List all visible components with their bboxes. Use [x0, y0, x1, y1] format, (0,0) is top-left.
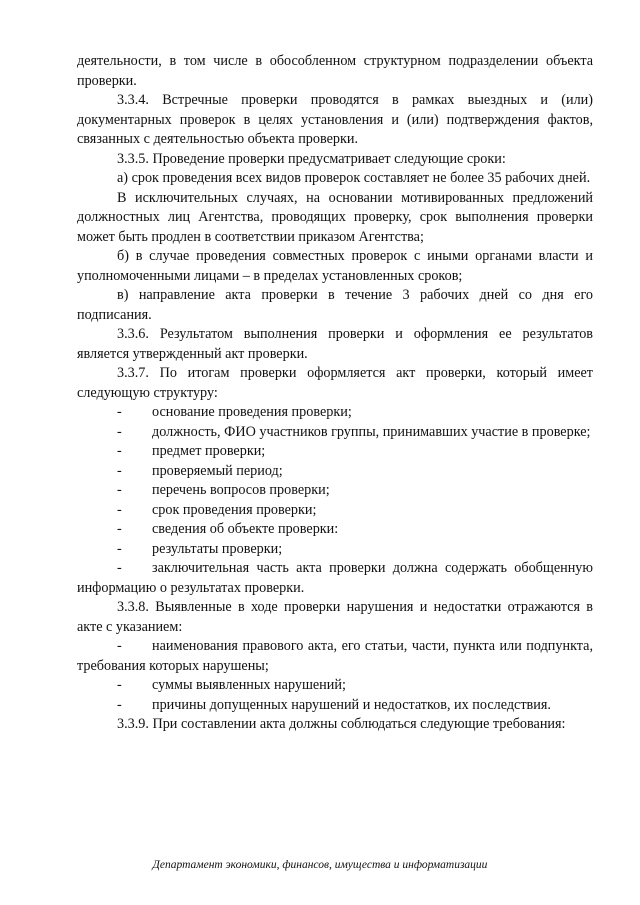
- paragraph: деятельности, в том числе в обособленном структурном подразделении объекта проверки.: [77, 53, 593, 89]
- list-dash: -: [117, 404, 122, 420]
- list-dash: -: [117, 540, 122, 557]
- document-body: [77, 52, 593, 735]
- list-item: - проверяемый период;: [77, 462, 593, 482]
- list-item: - заключительная часть акта проверки должна содержать обобщенную информацию о результатах проверки.: [77, 560, 593, 596]
- paragraph-3-3-5: 3.3.5. Проведение проверки предусматривает следующие сроки:: [117, 150, 506, 167]
- paragraph-exceptional: В исключительных случаях, на основании мотивированных предложений должностных лиц Агентства, проводящих проверку, срок выполнения проверки может быть продлен в соответствии приказом Агентства;: [77, 189, 593, 245]
- paragraph-b: б) в случае проведения совместных проверок с иными органами власти и уполномоченными лицами – в пределах установленных сроков;: [77, 248, 593, 284]
- paragraph-v: в) направление акта проверки в течение 3 рабочих дней со дня его подписания.: [77, 287, 593, 323]
- paragraph-3-3-9: 3.3.9. При составлении акта должны соблюдаться следующие требования:: [117, 716, 566, 732]
- list-item: - результаты проверки;: [77, 540, 593, 560]
- paragraph-3-3-7: 3.3.7. По итогам проверки оформляется акт проверки, который имеет следующую структуру:: [77, 365, 593, 401]
- list-item: - суммы выявленных нарушений;: [77, 676, 593, 696]
- list-item: - основание проведения проверки;: [77, 403, 593, 423]
- list-item: - предмет проверки;: [77, 442, 593, 462]
- list-dash: -: [117, 677, 122, 693]
- list-item: - перечень вопросов проверки;: [77, 481, 593, 501]
- list-dash: -: [117, 482, 122, 498]
- list-item: - срок проведения проверки;: [77, 501, 593, 521]
- list-item: - причины допущенных нарушений и недостатков, их последствия.: [77, 696, 593, 716]
- paragraph-3-3-4: 3.3.4. Встречные проверки проводятся в рамках выездных и (или) документарных проверок в целях установления и (или) подтверждения фактов, связанных с деятельностью объекта проверки.: [77, 92, 593, 147]
- list-item: - должность, ФИО участников группы, принимавших участие в проверке;: [77, 423, 593, 443]
- page-footer: Департамент экономики, финансов, имущества и информатизации: [152, 859, 488, 871]
- list-dash: -: [117, 521, 122, 537]
- list-dash: -: [117, 443, 122, 459]
- list-dash: -: [117, 560, 122, 576]
- list-item: - наименования правового акта, его статьи, части, пункта или подпункта, требования которых нарушены;: [77, 638, 593, 674]
- list-dash: -: [117, 501, 122, 518]
- paragraph-3-3-8: 3.3.8. Выявленные в ходе проверки нарушения и недостатки отражаются в акте с указанием:: [77, 599, 593, 635]
- paragraph-a: а) срок проведения всех видов проверок составляет не более 35 рабочих дней.: [117, 170, 591, 186]
- paragraph-3-3-6: 3.3.6. Результатом выполнения проверки и оформления ее результатов является утвержденный акт проверки.: [77, 326, 593, 362]
- list-dash: -: [117, 696, 122, 713]
- list-item: - сведения об объекте проверки:: [77, 520, 593, 540]
- list-dash: -: [117, 462, 122, 479]
- list-dash: -: [117, 638, 122, 654]
- list-dash: -: [117, 423, 122, 440]
- structure-list: [77, 403, 593, 598]
- violations-list: [77, 637, 593, 715]
